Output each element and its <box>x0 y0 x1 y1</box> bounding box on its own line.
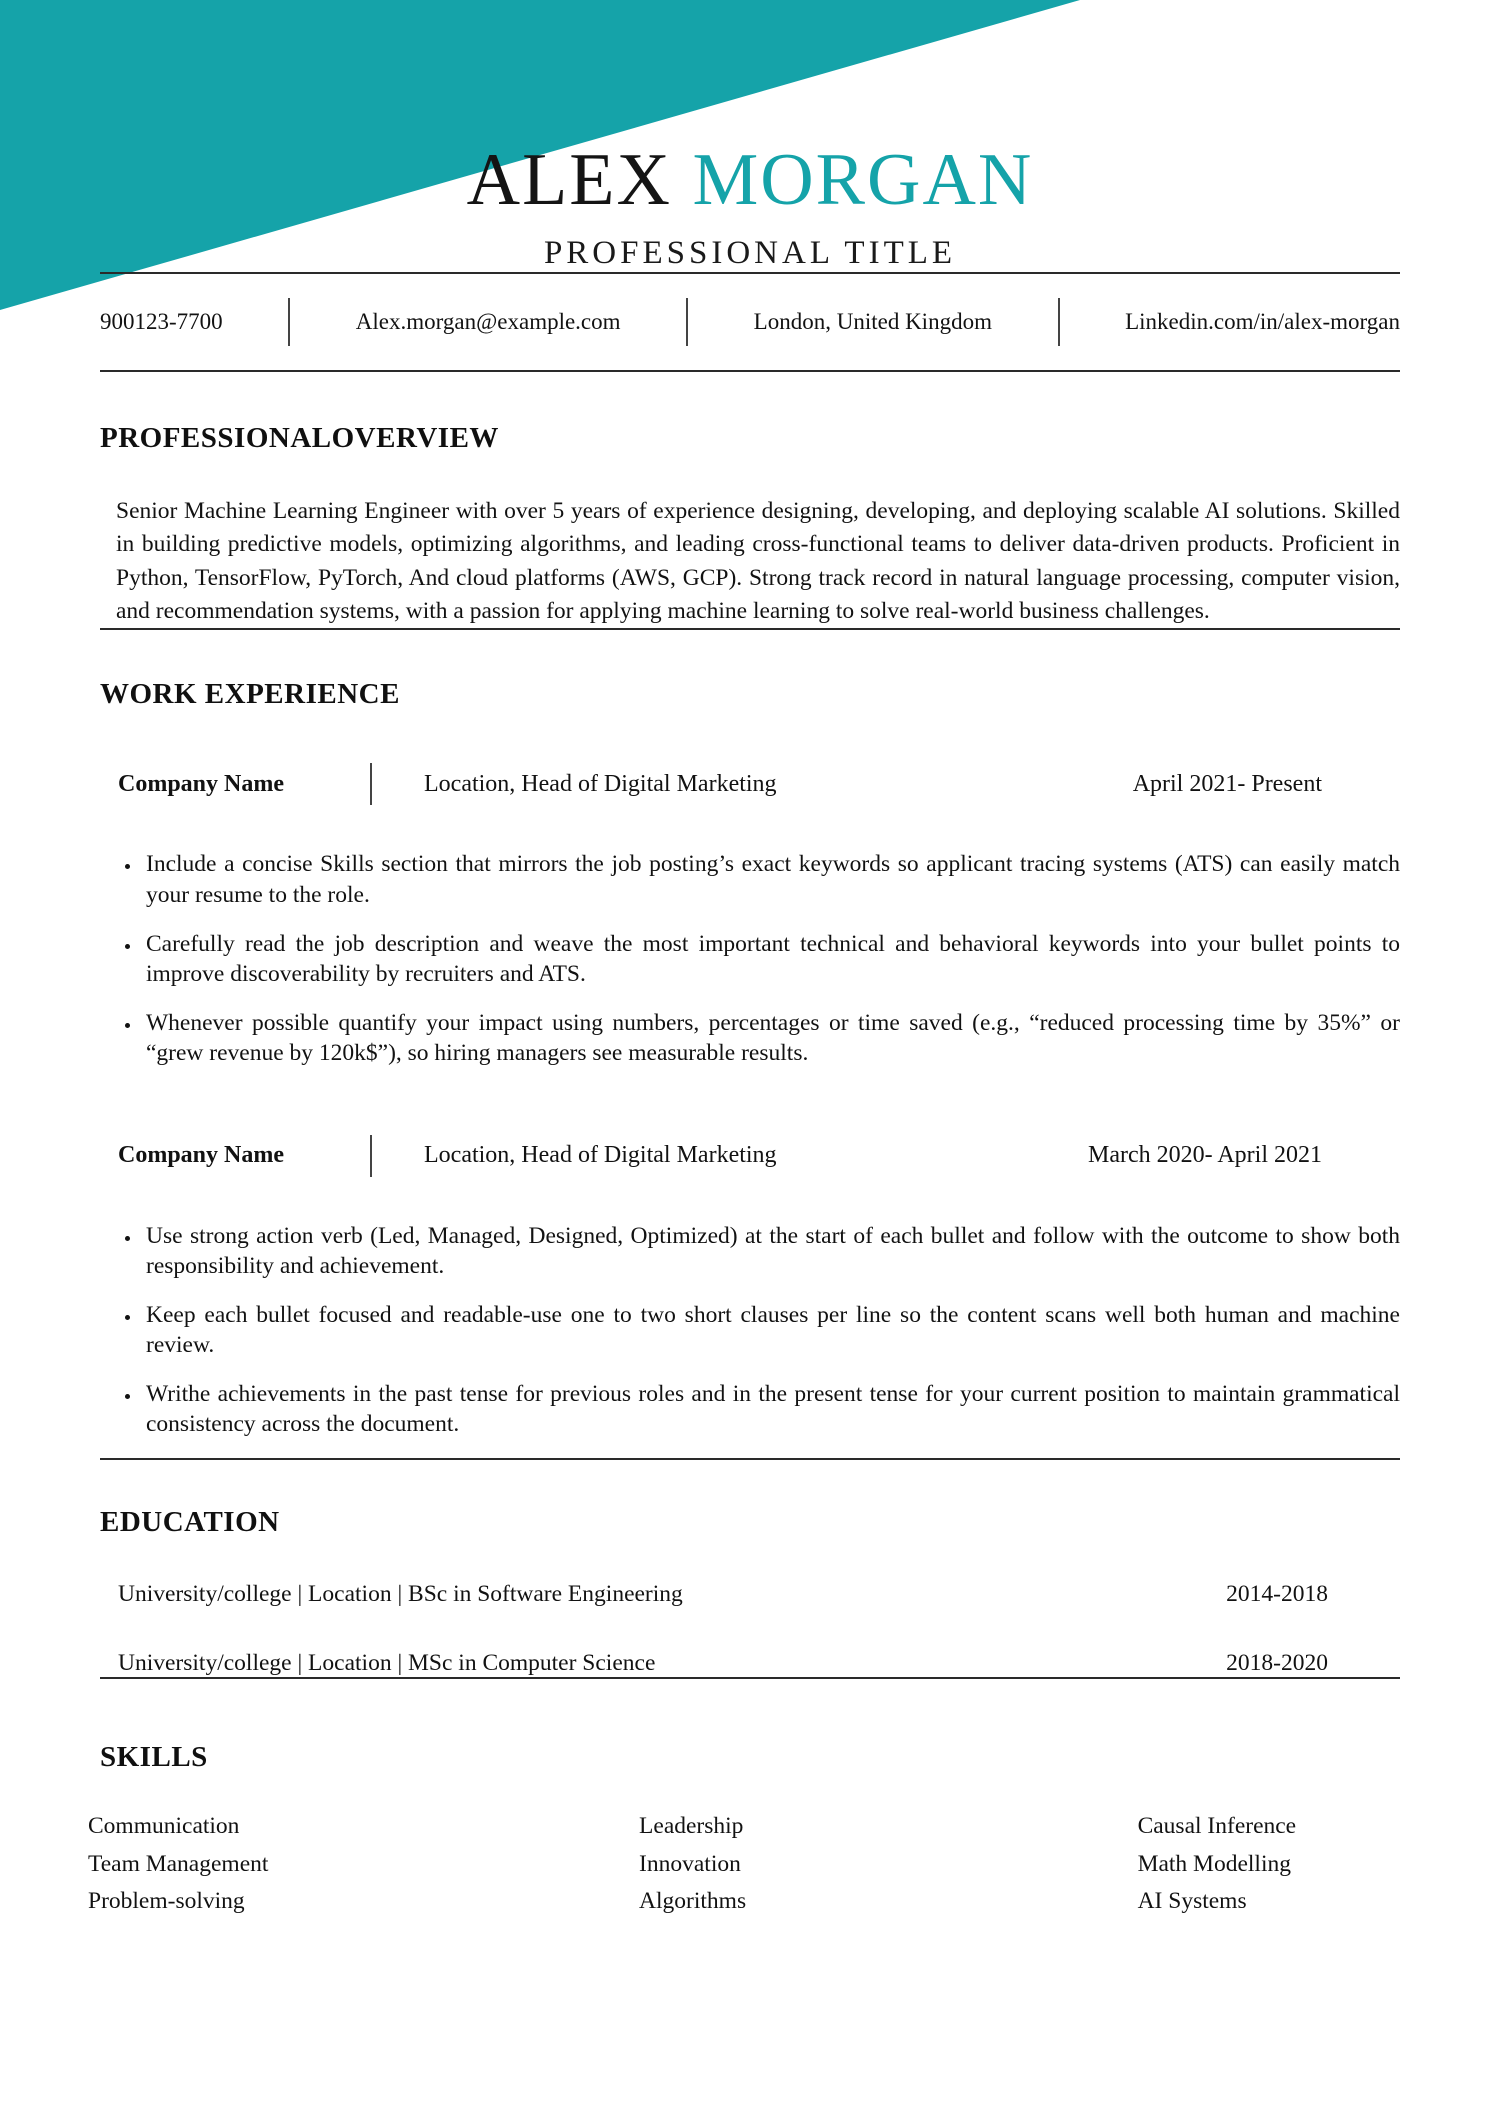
job-header <box>118 1135 1400 1177</box>
section-work-experience <box>100 678 1400 1440</box>
skill-item: Communication <box>88 1813 240 1839</box>
skills-column <box>1138 1808 1400 1921</box>
email-address: Alex.morgan@example.com <box>355 309 621 334</box>
linkedin-url: Linkedin.com/in/alex-morgan <box>1125 309 1400 334</box>
vertical-divider <box>370 1135 372 1177</box>
education-entry <box>118 1650 1400 1677</box>
skill-item: Algorithms <box>639 1888 747 1915</box>
skill-item: Leadership <box>639 1813 744 1839</box>
skills-column <box>639 1808 1138 1921</box>
first-name: ALEX <box>466 139 672 221</box>
skill-item: Problem-solving <box>88 1888 245 1915</box>
job-bullet-list <box>100 849 1400 1068</box>
education-entry <box>118 1581 1400 1608</box>
job-bullet: • Include a concise Skills section that mirrors the job posting’s exact keywords so applicant tracing systems (ATS) can easily match your resume to the role. <box>142 849 1400 910</box>
education-dates: 2018-2020 <box>1226 1650 1328 1676</box>
phone-number: 900123-7700 <box>100 309 223 334</box>
job-bullet: • Writhe achievements in the past tense for previous roles and in the present tense for your current position to maintain grammatical consistency across the document. <box>142 1379 1400 1440</box>
company-name: Company Name <box>118 1142 284 1169</box>
skill-item: AI Systems <box>1137 1888 1247 1915</box>
job-bullet: • Carefully read the job description and weave the most important technical and behavioral keywords into your bullet points to improve discoverability by recruiters and ATS. <box>142 929 1400 990</box>
education-dates: 2014-2018 <box>1226 1581 1328 1607</box>
education-text: University/college | Location | BSc in Software Engineering <box>118 1581 683 1607</box>
skills-grid <box>88 1808 1400 1921</box>
section-divider <box>100 1458 1400 1460</box>
vertical-divider <box>370 763 372 805</box>
job-bullet: • Keep each bullet focused and readable-use one to two short clauses per line so the content scans well both human and machine review. <box>142 1300 1400 1361</box>
work-heading: WORK EXPERIENCE <box>100 678 400 711</box>
section-divider <box>100 628 1400 630</box>
section-divider <box>100 1677 1400 1679</box>
job-dates: April 2021- Present <box>1132 770 1322 797</box>
overview-text: Senior Machine Learning Engineer with over 5 years of experience designing, developing, and deploying scalable AI solutions. Skilled in building predictive models, optimizing algorithms, and leading cross-functional teams to deliver data-driven products. Proficient in Python, TensorFlow, PyTorch, And cloud platforms (AWS, GCP). Strong track record in natural language processing, computer vision, and recommendation systems, with a passion for applying machine learning to solve real-world business challenges. <box>116 498 1400 625</box>
skills-heading: SKILLS <box>100 1741 208 1773</box>
education-heading: EDUCATION <box>100 1506 280 1538</box>
section-education <box>100 1506 1400 1677</box>
education-text: University/college | Location | MSc in Computer Science <box>118 1650 656 1676</box>
person-name <box>0 138 1500 223</box>
contact-divider <box>100 370 1400 372</box>
contact-row <box>100 274 1400 370</box>
skill-item: Math Modelling <box>1137 1850 1291 1877</box>
job-dates: March 2020- April 2021 <box>1088 1142 1322 1169</box>
skill-item: Innovation <box>639 1850 741 1877</box>
job-bullet-list <box>100 1221 1400 1440</box>
job-bullet: • Use strong action verb (Led, Managed, Designed, Optimized) at the start of each bullet and follow with the outcome to show both responsibility and achievement. <box>142 1221 1400 1282</box>
section-skills <box>88 1741 1400 1921</box>
job-bullet: • Whenever possible quantify your impact using numbers, percentages or time saved (e.g., “reduced processing time by 35%” or “grew revenue by 120k$”), so hiring managers see measurable results. <box>142 1008 1400 1069</box>
company-name: Company Name <box>118 770 284 797</box>
overview-heading: PROFESSIONALOVERVIEW <box>100 422 499 454</box>
professional-title: PROFESSIONAL TITLE <box>543 235 957 271</box>
last-name: MORGAN <box>692 139 1034 221</box>
vertical-divider <box>1058 298 1060 346</box>
job-entry <box>100 763 1400 1068</box>
vertical-divider <box>288 298 290 346</box>
resume-body <box>0 272 1500 1921</box>
skill-item: Causal Inference <box>1137 1813 1297 1839</box>
vertical-divider <box>686 298 688 346</box>
job-header <box>118 763 1400 805</box>
skill-item: Team Management <box>88 1850 269 1877</box>
job-role: Location, Head of Digital Marketing <box>424 770 777 797</box>
job-entry <box>100 1135 1400 1440</box>
job-role: Location, Head of Digital Marketing <box>424 1142 777 1169</box>
skills-column <box>88 1808 639 1921</box>
location-text: London, United Kingdom <box>753 309 992 334</box>
section-professional-overview <box>100 422 1400 628</box>
resume-header <box>0 0 1500 272</box>
